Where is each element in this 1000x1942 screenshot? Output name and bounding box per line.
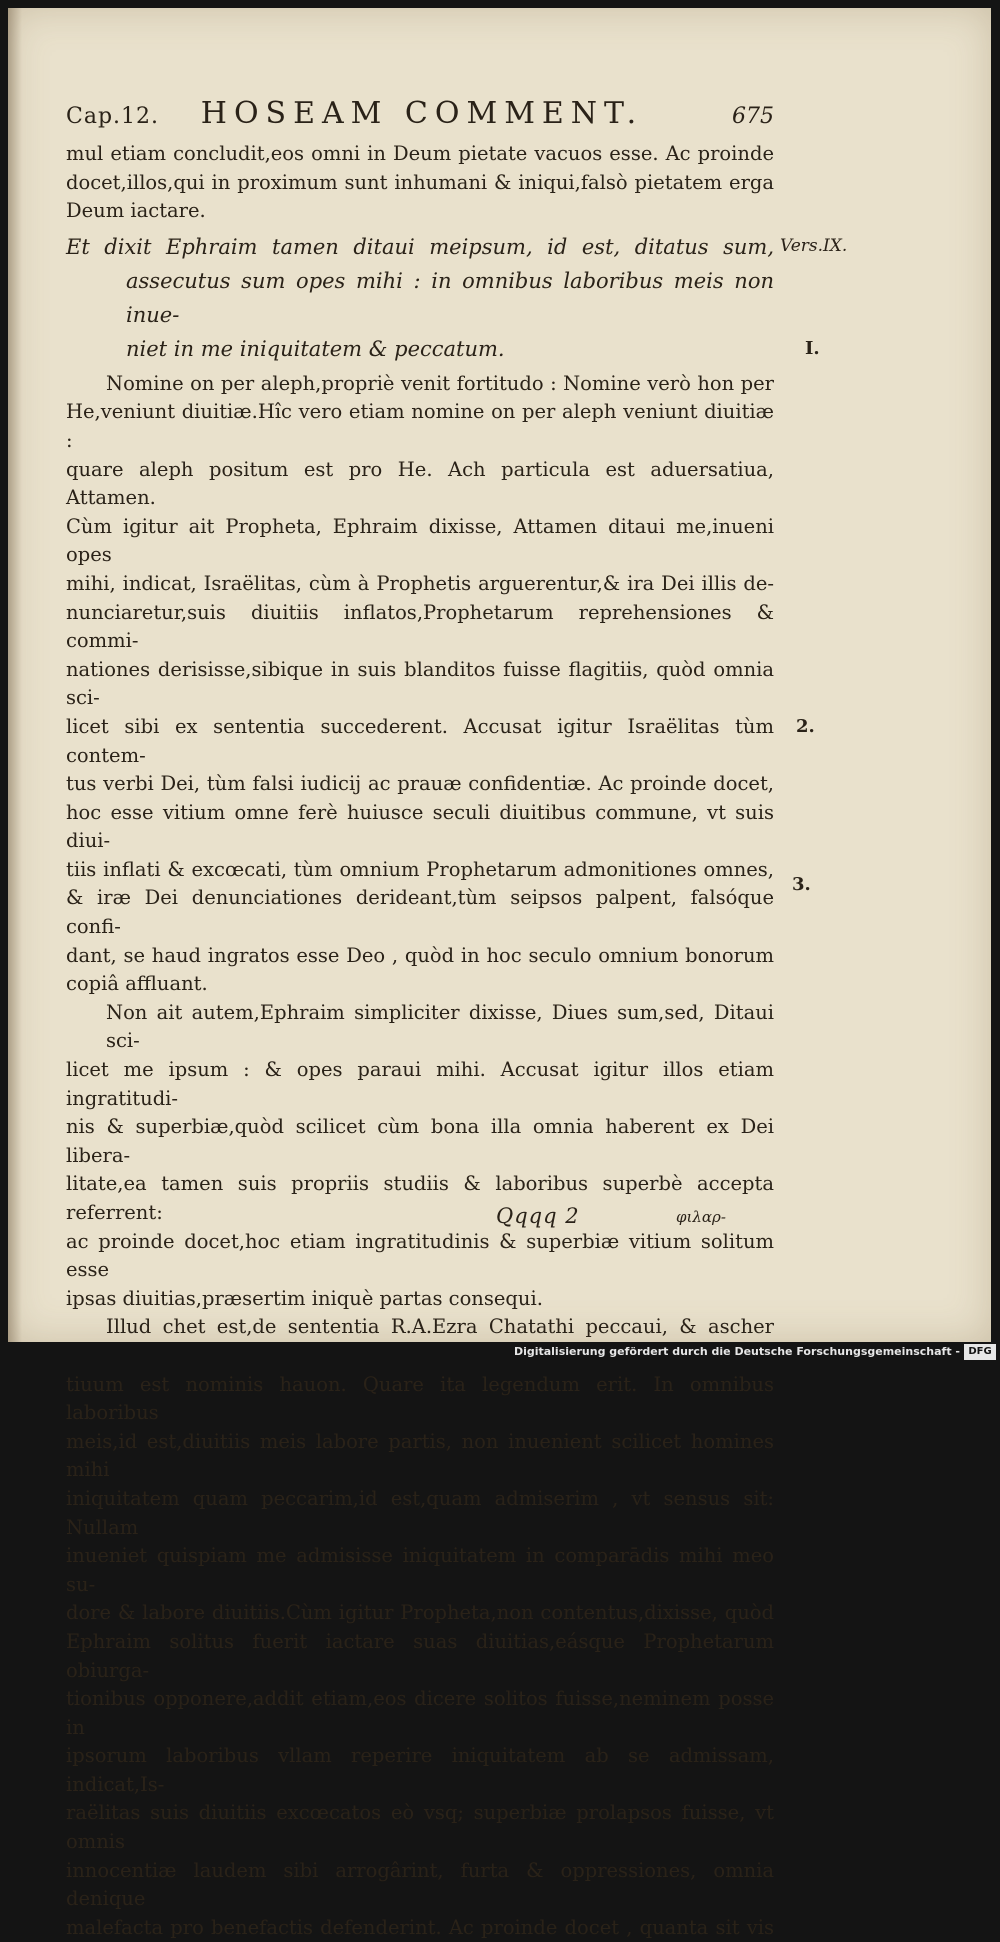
- text-line: ac proinde docet,hoc etiam ingratitudinis & superbiæ vitium solitum esse: [66, 1229, 774, 1282]
- catchword: φιλαρ-: [676, 1208, 726, 1226]
- margin-number-1: I.: [805, 338, 820, 359]
- text-line: ipsorum laboribus vllam reperire iniquitatem ab se admissam, indicat,Is-: [66, 1744, 774, 1796]
- text-line: litate,ea tamen suis propriis studiis & laboribus superbè accepta referrent:: [66, 1172, 774, 1224]
- page-gutter-shadow: [8, 8, 22, 1342]
- text-line: nunciaretur,suis diuitiis inflatos,Prophetarum reprehensiones & commi-: [66, 600, 774, 653]
- signature-mark: Qqqq 2: [496, 1204, 580, 1228]
- text-line: tiis inflati & excœcati, tùm omnium Prophetarum admonitiones omnes,: [66, 857, 774, 881]
- funding-credit: Digitalisierung gefördert durch die Deutsche Forschungsgemeinschaft -: [513, 1345, 960, 1358]
- footer-bar: [0, 1342, 1000, 1364]
- text-line: mul etiam concludit,eos omni in Deum pietate vacuos esse. Ac proinde: [66, 142, 774, 165]
- text-line: Nomine on per aleph,propriè venit fortitudo : Nomine verò hon per: [106, 371, 774, 395]
- page-number: 675: [732, 104, 774, 129]
- text-line: innocentiæ laudem sibi arrogârint, furta & oppressiones, omnia denique: [66, 1858, 774, 1911]
- text-line: He,veniunt diuitiæ.Hîc vero etiam nomine on per aleph veniunt diuitiæ :: [66, 400, 774, 452]
- text-line: inueniet quispiam me admisisse iniquitatem in comparādis mihi meo su-: [66, 1544, 774, 1596]
- running-title: HOSEAM COMMENT.: [200, 96, 644, 131]
- text-line: nationes derisisse,sibique in suis blanditos fuisse flagitiis, quòd omnia sci-: [66, 657, 774, 710]
- text-line: iniquitatem quam peccarim,id est,quam admiserim , vt sensus sit: Nullam: [66, 1486, 774, 1539]
- dfg-logo: DFG: [964, 1344, 996, 1360]
- text-line: licet sibi ex sententia succederent. Accusat igitur Israëlitas tùm contem-: [66, 714, 774, 767]
- text-line: tionibus opponere,addit etiam,eos dicere solitos fuisse,neminem posse in: [66, 1687, 774, 1739]
- running-head: [66, 96, 778, 132]
- text-line: ipsas diuitias,præsertim iniquè partas consequi.: [66, 1286, 543, 1310]
- verse-reference: Vers.IX.: [780, 236, 848, 256]
- text-line: quare aleph positum est pro He. Ach particula est aduersatiua, Attamen.: [66, 457, 774, 510]
- text-line: licet me ipsum : & opes paraui mihi. Accusat igitur illos etiam ingratitudi-: [66, 1058, 774, 1110]
- text-line: tus verbi Dei, tùm falsi iudicij ac prauæ confidentiæ. Ac proinde docet,: [66, 772, 774, 796]
- text-line: nis & superbiæ,quòd scilicet cùm bona illa omnia haberent ex Dei libera-: [66, 1115, 774, 1167]
- text-line: mihi, indicat, Israëlitas, cùm à Prophetis arguerentur,& ira Dei illis de-: [66, 571, 774, 595]
- text-line: Deum iactare.: [66, 199, 206, 223]
- verse-line: Et dixit Ephraim tamen ditaui meipsum, id est, ditatus sum,: [66, 234, 774, 259]
- text-line: raëlitas suis diuitiis excœcatos eò vsq; superbiæ prolapsos fuisse, vt omnis: [66, 1801, 774, 1854]
- text-line: copiâ affluant.: [66, 972, 208, 996]
- margin-number-2: 2.: [796, 716, 815, 737]
- text-line: meis,id est,diuitiis meis labore partis, non inuenient scilicet homines mihi: [66, 1429, 774, 1482]
- margin-number-3: 3.: [792, 874, 811, 895]
- text-line: Ephraim solitus fuerit iactare suas diuitias,eásque Prophetarum obiurga-: [66, 1629, 774, 1682]
- chapter-label: Cap.12.: [66, 104, 160, 129]
- text-line: tiuum est nominis hauon. Quare ita legendum erit. In omnibus laboribus: [66, 1372, 774, 1425]
- verse-line: assecutus sum opes mihi : in omnibus laboribus meis non inue-: [126, 268, 774, 327]
- text-line: Cùm igitur ait Propheta, Ephraim dixisse, Attamen ditaui me,inueni opes: [66, 514, 774, 567]
- text-line: Non ait autem,Ephraim simpliciter dixisse, Diues sum,sed, Ditaui sci-: [106, 1000, 774, 1053]
- text-line: hoc esse vitium omne ferè huiusce seculi diuitibus commune, vt suis diui-: [66, 800, 774, 853]
- text-line: Illud chet est,de sententia R.A.Ezra Chatathi peccaui, & ascher: [106, 1315, 774, 1339]
- text-line: dore & labore diuitiis.Cùm igitur Propheta,non contentus,dixisse, quòd: [66, 1601, 774, 1625]
- text-line: malefacta pro benefactis defenderint. Ac proinde docet , quanta sit vis: [66, 1915, 774, 1939]
- text-line: docet,illos,qui in proximum sunt inhumani & iniqui,falsò pietatem erga: [66, 170, 774, 194]
- verse-line: niet in me iniquitatem & peccatum.: [126, 336, 505, 361]
- text-line: dant, se haud ingratos esse Deo , quòd in hoc seculo omnium bonorum: [66, 943, 774, 967]
- text-line: & iræ Dei denunciationes derideant,tùm seipsos palpent, falsóque confi-: [66, 886, 774, 939]
- main-text: [66, 140, 774, 1942]
